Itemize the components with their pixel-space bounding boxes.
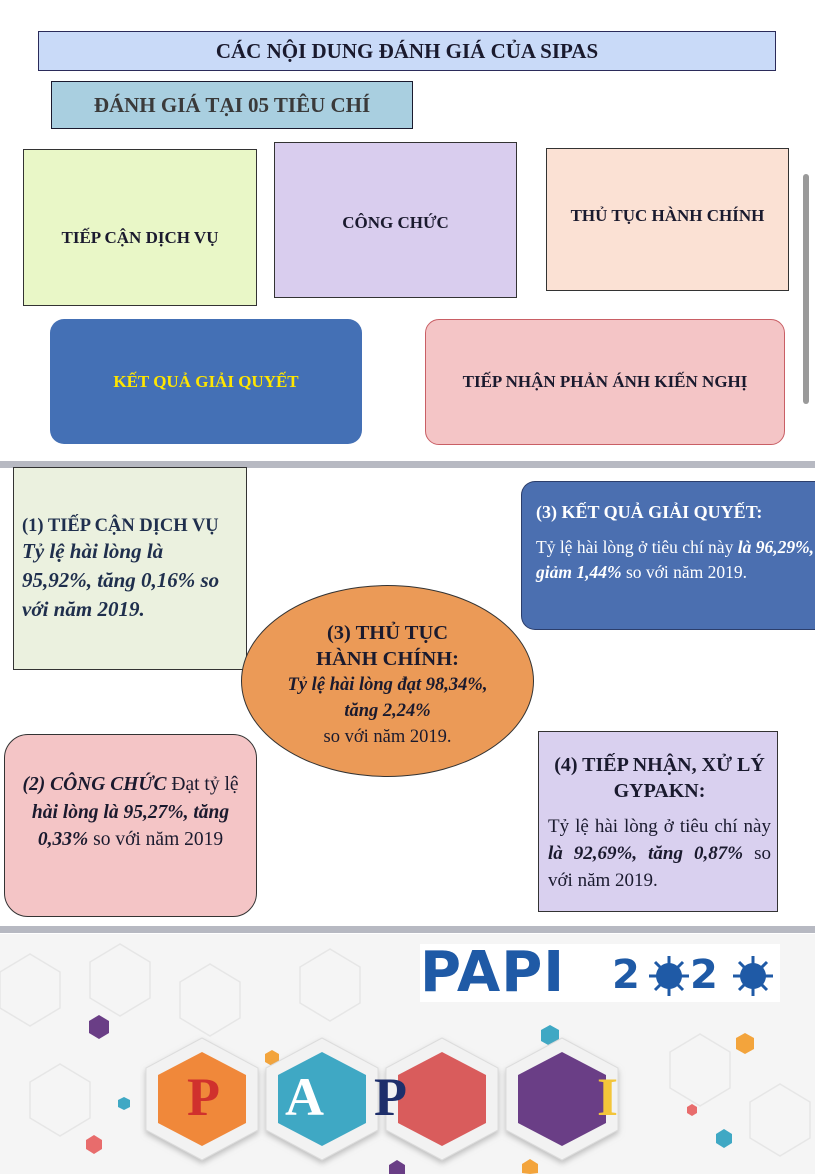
result-text: Tỷ lệ hài lòng là 95,92%, tăng 0,16% so với năm 2019. — [22, 539, 220, 621]
result-heading: (4) TIẾP NHẬN, XỬ LÝ GYPAKN: — [554, 754, 765, 802]
scrollbar[interactable] — [803, 174, 809, 404]
result-heading: (3) THỦ TỤC HÀNH CHÍNH: — [316, 621, 459, 671]
result-box-officials — [4, 734, 257, 917]
result-heading: (2) CÔNG CHỨC — [22, 773, 167, 795]
papi-logo-year-digit: 2 — [690, 952, 718, 998]
page-title: CÁC NỘI DUNG ĐÁNH GIÁ CỦA SIPAS — [38, 31, 776, 71]
criterion-label: KẾT QUẢ GIẢI QUYẾT — [113, 371, 299, 391]
section-divider — [0, 926, 815, 933]
criterion-label: THỦ TỤC HÀNH CHÍNH — [570, 205, 765, 225]
criterion-label: CÔNG CHỨC — [342, 213, 449, 232]
papi-logo-word: PAPI — [420, 940, 566, 1005]
criterion-label: TIẾP NHẬN PHẢN ÁNH KIẾN NGHỊ — [462, 372, 748, 391]
result-box-access — [13, 467, 247, 670]
result-text: Tỷ lệ hài lòng đạt 98,34%, tăng 2,24% so với năm 2019. — [287, 674, 488, 747]
criterion-card-procedures — [546, 148, 789, 291]
papi-hex-letter: P — [374, 1067, 407, 1127]
virus-icon — [731, 954, 775, 998]
result-text: Tỷ lệ hài lòng ở tiêu chí này là 96,29%, giảm 1,44% so với năm 2019. — [536, 537, 815, 583]
criterion-card-access — [23, 149, 257, 306]
criterion-card-results — [50, 319, 362, 444]
virus-icon — [647, 954, 691, 998]
criteria-heading: ĐÁNH GIÁ TẠI 05 TIÊU CHÍ — [51, 81, 413, 129]
result-box-results — [521, 481, 815, 630]
criterion-card-feedback — [425, 319, 785, 445]
result-text: (2) CÔNG CHỨC Đạt tỷ lệ hài lòng là 95,27%, tăng 0,33% so với năm 2019 — [22, 773, 239, 851]
result-box-feedback — [538, 731, 778, 912]
papi-hex-letter: P — [187, 1067, 220, 1127]
papi-hex-letter: A — [285, 1067, 324, 1127]
criterion-card-officials — [274, 142, 517, 298]
criterion-label: TIẾP CẬN DỊCH VỤ — [61, 227, 219, 247]
result-ellipse-procedures — [241, 585, 534, 777]
papi-logo-year-digit: 2 — [612, 952, 640, 998]
papi-hex-letter: I — [597, 1067, 619, 1127]
result-text: Tỷ lệ hài lòng ở tiêu chí này là 92,69%, tăng 0,87% so với năm 2019. — [548, 816, 771, 891]
result-heading: (1) TIẾP CẬN DỊCH VỤ — [22, 516, 219, 536]
result-heading: (3) KẾT QUẢ GIẢI QUYẾT: — [536, 502, 763, 522]
